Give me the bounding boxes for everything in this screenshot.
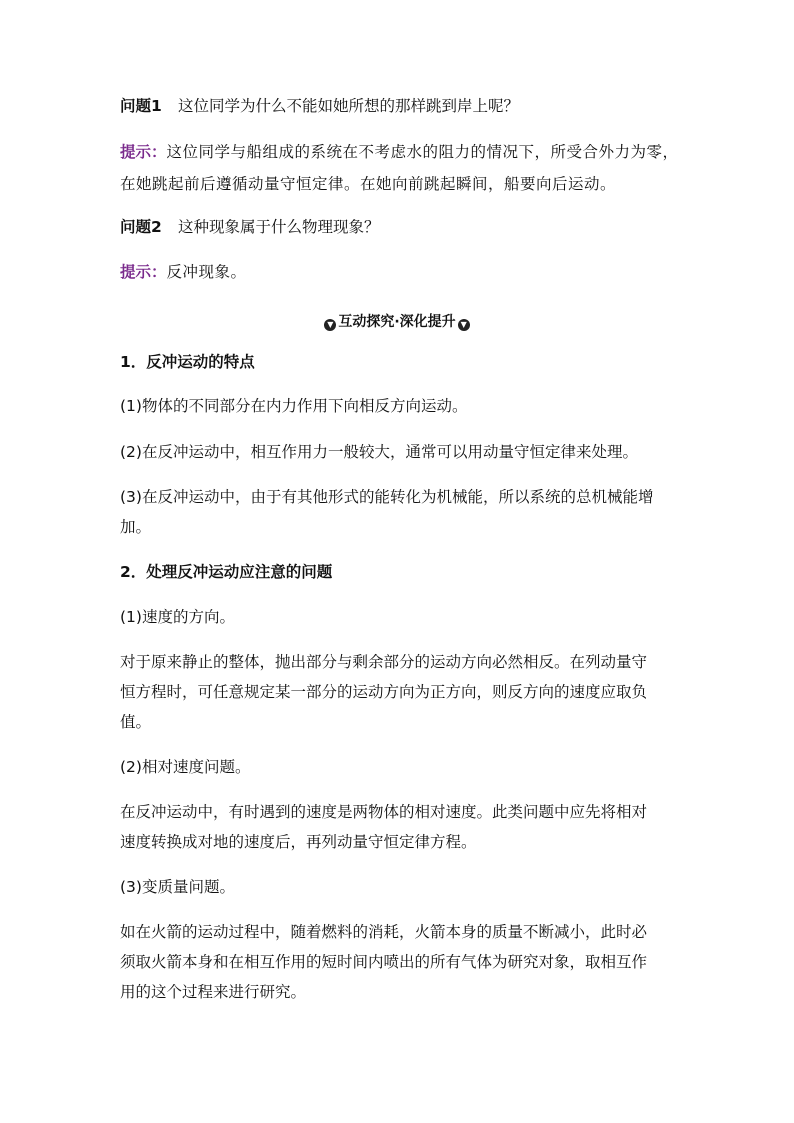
question-2-label: 问题2 [120,218,162,236]
hint-1-label: 提示： [120,143,167,161]
section-2-sub-2-title: (2)相对速度问题。 [120,758,251,776]
hint-1-text-line-2: 在她跳起前后遵循动量守恒定律。在她向前跳起瞬间，船要向后运动。 [120,175,617,193]
question-1-label: 问题1 [120,97,162,115]
section-2-heading: 2．处理反冲运动应注意的问题 [120,563,333,581]
section-1-point-2: (2)在反冲运动中，相互作用力一般较大，通常可以用动量守恒定律来处理。 [120,443,638,461]
question-2-text: 这种现象属于什么物理现象？ [178,218,380,236]
hint-2 [120,260,680,284]
section-2-sub-1-line-3: 值。 [120,713,152,731]
hint-2-label: 提示： [120,263,167,281]
section-1-point-3-line-1: (3)在反冲运动中，由于有其他形式的能转化为机械能，所以系统的总机械能增 [120,488,654,506]
question-2 [120,215,680,239]
section-banner-text: 互动探究·深化提升 [338,314,456,330]
hint-1-text-line-1: 这位同学与船组成的系统在不考虑水的阻力的情况下，所受合外力为零， [166,143,679,161]
section-2-sub-2-line-2: 速度转换成对地的速度后，再列动量守恒定律方程。 [120,833,477,851]
chevron-down-icon: ▼ [324,319,336,331]
section-banner [0,312,794,332]
section-2-sub-1-line-1: 对于原来静止的整体，抛出部分与剩余部分的运动方向必然相反。在列动量守 [120,653,648,671]
section-2-sub-3-title: (3)变质量问题。 [120,878,235,896]
hint-1-line-1 [120,140,680,164]
chevron-down-icon: ▼ [458,319,470,331]
hint-1-line-2 [120,172,680,196]
question-1 [120,94,680,118]
section-2-sub-3-line-3: 用的这个过程来进行研究。 [120,983,307,1001]
section-1-point-3-line-2: 加。 [120,518,152,536]
section-1-point-1: (1)物体的不同部分在内力作用下向相反方向运动。 [120,397,468,415]
section-2-sub-3-line-1: 如在火箭的运动过程中，随着燃料的消耗，火箭本身的质量不断减小，此时必 [120,923,648,941]
section-2-sub-1-line-2: 恒方程时，可任意规定某一部分的运动方向为正方向，则反方向的速度应取负 [120,683,648,701]
section-2-sub-2-line-1: 在反冲运动中，有时遇到的速度是两物体的相对速度。此类问题中应先将相对 [120,803,648,821]
question-1-text: 这位同学为什么不能如她所想的那样跳到岸上呢？ [178,97,520,115]
section-2-sub-3-line-2: 须取火箭本身和在相互作用的短时间内喷出的所有气体为研究对象，取相互作 [120,953,648,971]
hint-2-text: 反冲现象。 [166,263,247,281]
section-1-heading: 1．反冲运动的特点 [120,353,255,371]
section-2-sub-1-title: (1)速度的方向。 [120,608,235,626]
